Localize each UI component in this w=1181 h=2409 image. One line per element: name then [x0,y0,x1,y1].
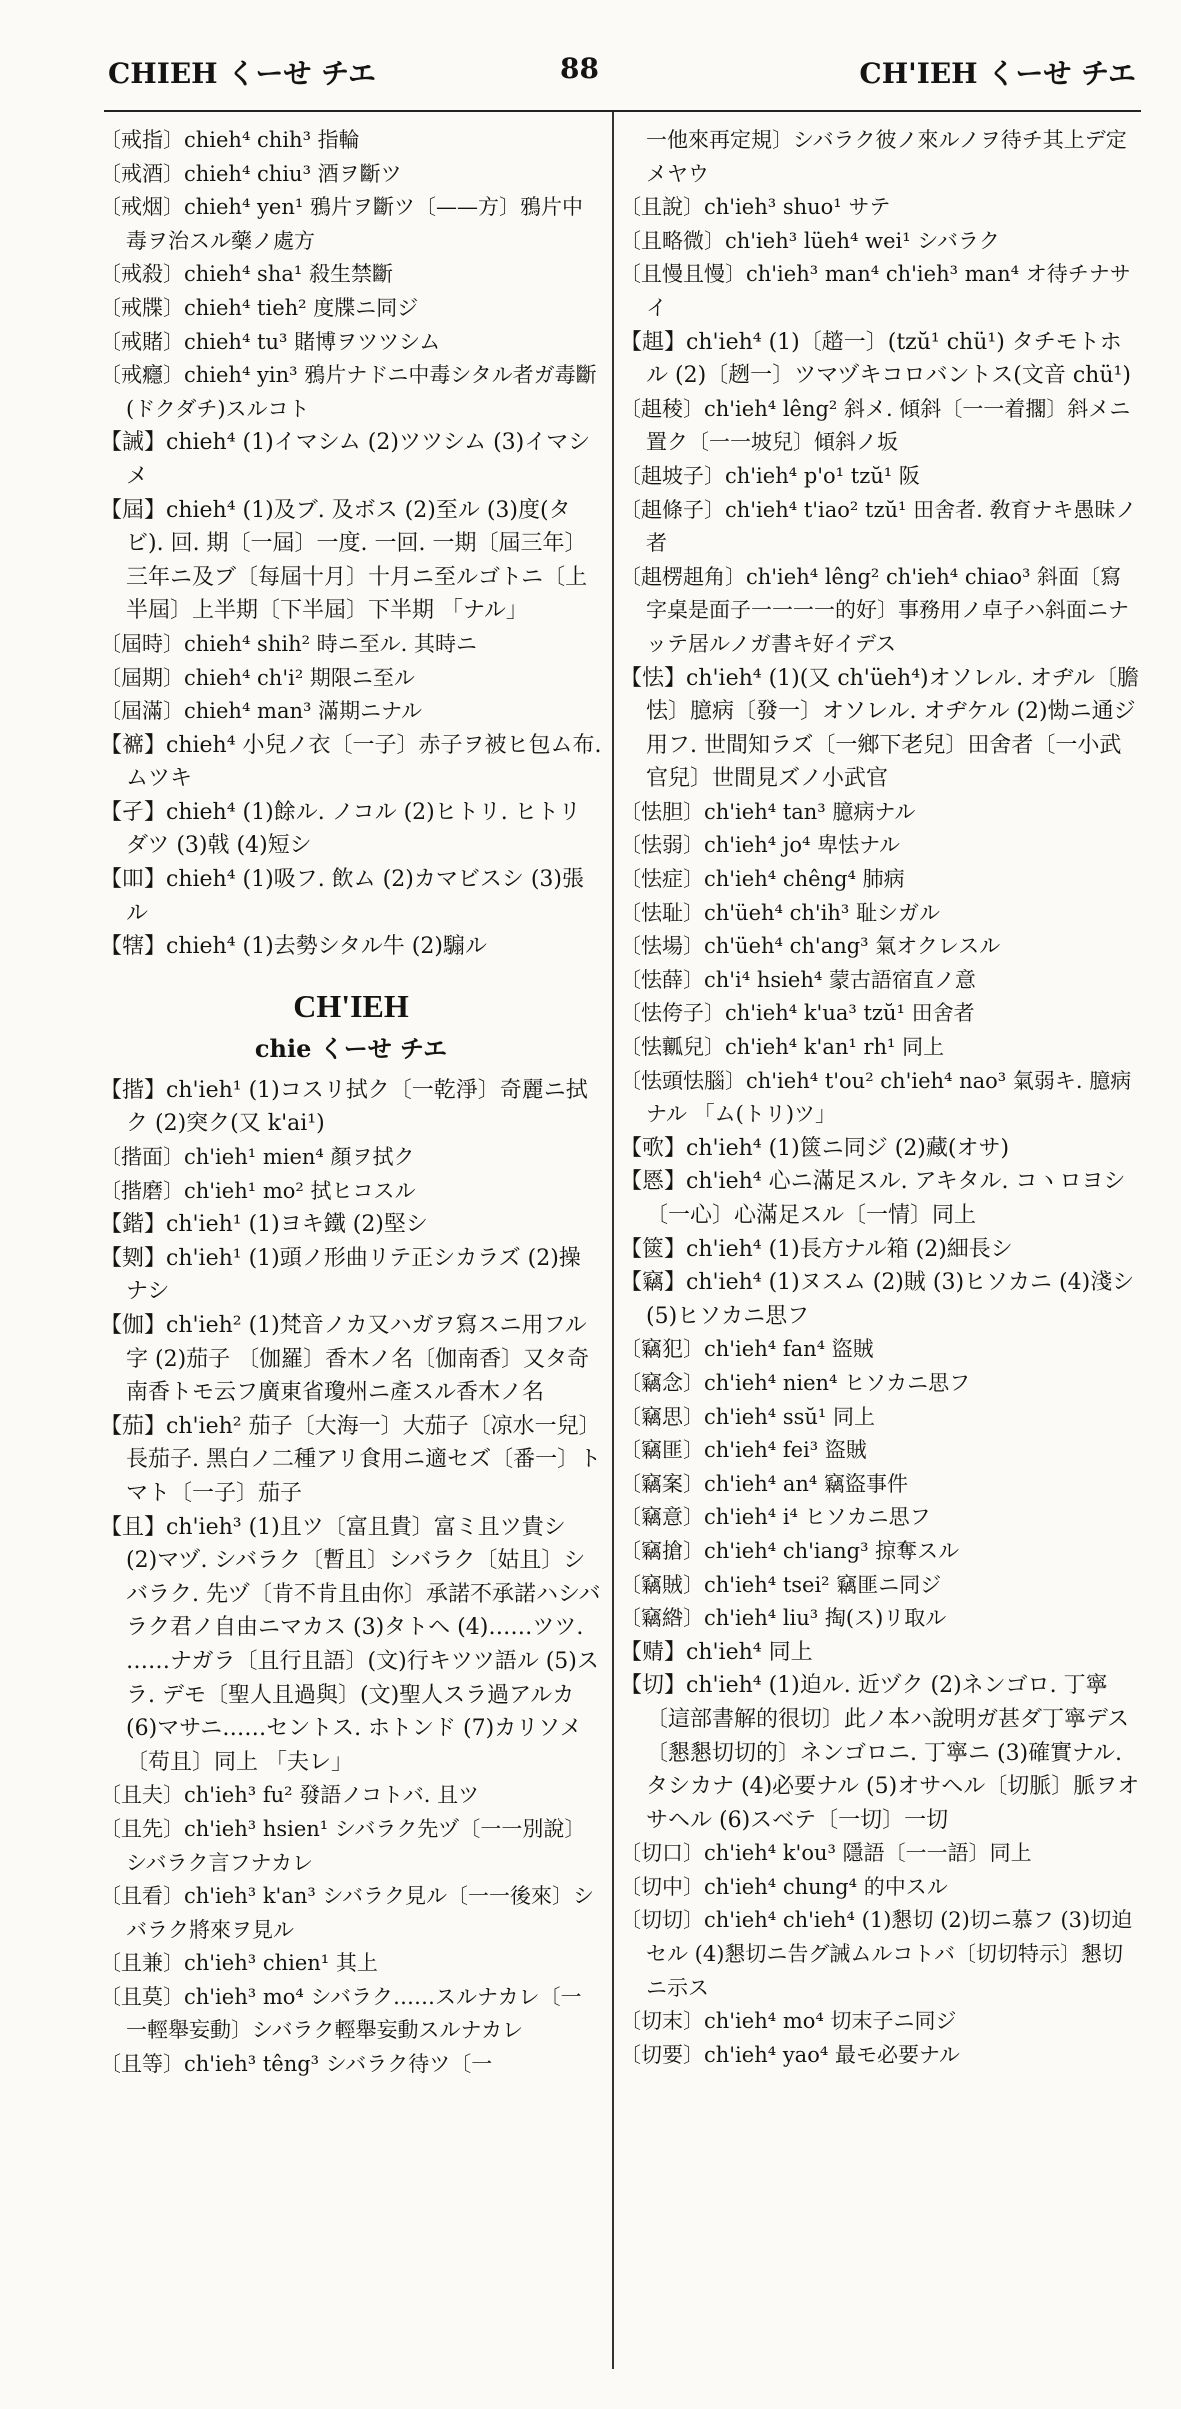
header-rule [104,110,1141,112]
dictionary-entry: 〔揩面〕ch'ieh¹ mien⁴ 顏ヲ拭ク [100,1145,415,1170]
dictionary-entry: 〔且慢且慢〕ch'ieh³ man⁴ ch'ieh³ man⁴ オ待チナサイ [620,262,1131,320]
dictionary-entry: 【犗】chieh⁴ (1)去勢シタル牛 (2)騸ル [100,934,487,960]
dictionary-entry: 【屆】chieh⁴ (1)及ブ. 及ボス (2)至ル (3)度(タビ). 回. 期〔一屆〕一度. 一回. 一期〔屆三年〕三年ニ及ブ〔每屆十月〕十月ニ至ルゴトニ〔上半屆〕上半期〔下半屆〕下半期 「ナル」 [100,497,588,624]
dictionary-entry: 〔趄條子〕ch'ieh⁴ t'iao² tzŭ¹ 田舍者. 敎育ナキ愚昧ノ者 [620,497,1137,556]
dictionary-entry: 【伽】ch'ieh² (1)梵音ノカ又ハガヲ寫スニ用フル字 (2)茄子 〔伽羅〕香木ノ名〔伽南香〕又タ奇南香トモ云フ廣東省瓊州ニ產スル香木ノ名 [100,1313,590,1406]
dictionary-entry: 〔趄稜〕ch'ieh⁴ lêng² 斜メ. 傾斜〔一一着擱〕斜メニ置ク〔一一坡兒〕傾斜ノ坂 [620,396,1131,455]
dictionary-entry: 〔切切〕ch'ieh⁴ ch'ieh⁴ (1)懇切 (2)切ニ慕フ (3)切迫セル (4)懇切ニ告グ誡ムルコトバ〔切切特示〕懇切ニ示ス [620,1908,1133,2000]
dictionary-entry: 【趄】ch'ieh⁴ (1)〔趦一〕(tzŭ¹ chü¹) タチモトホル (2)〔趔一〕ツマヅキコロバントス(文音 chü¹) [620,329,1131,389]
dictionary-entry: 〔竊思〕ch'ieh⁴ ssŭ¹ 同上 [620,1404,875,1429]
dictionary-entry: 〔切中〕ch'ieh⁴ chung⁴ 的中スル [620,1874,948,1899]
dictionary-entry: 〔竊意〕ch'ieh⁴ i⁴ ヒソカニ思フ [620,1505,931,1530]
dictionary-entry: 〔屆期〕chieh⁴ ch'i² 期限ニ至ル [100,665,415,690]
dictionary-entry: 〔竊案〕ch'ieh⁴ an⁴ 竊盜事件 [620,1471,908,1496]
dictionary-entry: 〔怯耻〕ch'üeh⁴ ch'ih³ 耻シガル [620,900,941,925]
dictionary-entry: 〔且等〕ch'ieh³ têng³ シバラク待ツ〔一 [100,2052,493,2077]
dictionary-entry: 〔戒殺〕chieh⁴ sha¹ 殺生禁斷 [100,262,393,287]
dictionary-entry: 〔趄楞趄角〕ch'ieh⁴ lêng² ch'ieh⁴ chiao³ 斜面〔寫字桌是面子一一一一的好〕事務用ノ卓子ハ斜面ニナッテ居ルノガ書キ好イデス [620,564,1129,656]
dictionary-entry: 〔竊綹〕ch'ieh⁴ liu³ 掏(ス)リ取ル [620,1606,947,1631]
running-head-left: CHIEH くーせ チエ [108,57,377,90]
dictionary-entry: 〔揩磨〕ch'ieh¹ mo² 拭ヒコスル [100,1178,416,1203]
dictionary-entry: 【孑】chieh⁴ (1)餘ル. ノコル (2)ヒトリ. ヒトリダツ (3)戟 (4)短シ [100,799,581,859]
dictionary-entry: 【吅】chieh⁴ (1)吸フ. 飲ム (2)カマビスシ (3)張ル [100,867,584,926]
dictionary-entry: 〔切要〕ch'ieh⁴ yao⁴ 最モ必要ナル [620,2042,960,2067]
section-heading: CH'IEH [293,987,409,1024]
left-column-entries [100,124,602,964]
dictionary-entry: 〔怯弱〕ch'ieh⁴ jo⁴ 卑怯ナル [620,833,901,858]
dictionary-entry: 〔竊賊〕ch'ieh⁴ tsei² 竊匪ニ同ジ [620,1572,942,1597]
running-head-right: CH'IEH くーせ チエ [859,57,1136,90]
dictionary-entry: 【䞍】ch'ieh⁴ 同上 [620,1639,813,1665]
dictionary-entry: 【竊】ch'ieh⁴ (1)ヌスム (2)賊 (3)ヒソカニ (4)淺シ (5)ヒソカニ思フ [620,1270,1135,1329]
dictionary-entry: 〔切口〕ch'ieh⁴ k'ou³ 隱語〔一一語〕同上 [620,1841,1032,1866]
column-divider [612,112,614,2369]
dictionary-entry: 〔且說〕ch'ieh³ shuo¹ サテ [620,195,891,220]
dictionary-entry: 〔竊匪〕ch'ieh⁴ fei³ 盜賊 [620,1438,867,1463]
page-number: 88 [560,52,599,85]
dictionary-entry: 【揩】ch'ieh¹ (1)コスリ拭ク〔一乾淨〕奇麗ニ拭ク (2)突ク(又 k'ai¹) [100,1077,588,1137]
dictionary-entry: 〔怯瓤兒〕ch'ieh⁴ k'an¹ rh¹ 同上 [620,1035,945,1060]
dictionary-entry: 〔戒指〕chieh⁴ chih³ 指輪 [100,128,360,152]
dictionary-entry: 〔且夫〕ch'ieh³ fu² 發語ノコトバ. 且ツ [100,1783,480,1808]
dictionary-entry: 〔怯症〕ch'ieh⁴ chêng⁴ 肺病 [620,867,905,892]
dictionary-entry: 〔戒賭〕chieh⁴ tu³ 賭博ヲツツシム [100,329,441,354]
dictionary-entry: 【㓶】ch'ieh¹ (1)頭ノ形曲リテ正シカラズ (2)操ナシ [100,1245,581,1305]
dictionary-entry: 【褯】chieh⁴ 小兒ノ衣〔一子〕赤子ヲ被ヒ包ム布. ムツキ [100,732,602,792]
dictionary-entry: 〔且先〕ch'ieh³ hsien¹ シバラク先ヅ〔一一別說〕シバラク言フナカレ [100,1816,586,1875]
dictionary-entry: 【㰤】ch'ieh⁴ (1)篋ニ同ジ (2)藏(オサ) [620,1135,1010,1161]
dictionary-entry: 〔竊搶〕ch'ieh⁴ ch'iang³ 掠奪スル [620,1538,960,1563]
dictionary-entry: 【且】ch'ieh³ (1)且ツ〔富且貴〕富ミ且ツ貴シ (2)マヅ. シバラク〔暫且〕シバラク〔姑且〕シバラク. 先ヅ〔肯不肯且由你〕承諾不承諾ハシバラク君ノ自由ニマカス (3)タトヘ (4)……ツツ. ……ナガラ〔且行且語〕(文)行キツツ語ル (5)スラ. デモ〔聖人且過與〕(文)聖人スラ過アルカ (6)マサニ……セントス. ホトンド (7)カリソメ〔苟且〕同上 「夫レ」 [100,1514,601,1775]
dictionary-entry: 〔屆滿〕chieh⁴ man³ 滿期ニナル [100,699,423,724]
dictionary-entry: 〔戒牒〕chieh⁴ tieh² 度牒ニ同ジ [100,295,419,320]
dictionary-entry: 〔戒癮〕chieh⁴ yin³ 鴉片ナドニ中毒シタル者ガ毒斷(ドクダチ)スルコト [100,363,597,421]
dictionary-entry: 【怯】ch'ieh⁴ (1)(又 ch'üeh⁴)オソレル. オヂル〔膽怯〕臆病〔發一〕オソレル. オヂケル (2)㤼ニ通ジ用フ. 世間知ラズ〔一鄉下老兒〕田舍者〔一小武官兒〕世間見ズノ小武官 [620,665,1139,792]
dictionary-entry: 【㥦】ch'ieh⁴ 心ニ滿足スル. アキタル. コヽロヨシ〔一心〕心滿足スル〔一情〕同上 [620,1169,1126,1228]
dictionary-entry: 〔且莫〕ch'ieh³ mo⁴ シバラク……スルナカレ〔一一輕舉妄動〕シバラク輕舉妄動スルナカレ [100,1984,582,2043]
dictionary-entry: 〔戒烟〕chieh⁴ yen¹ 鴉片ヲ斷ツ〔——方〕鴉片中毒ヲ治スル藥ノ處方 [100,195,583,253]
dictionary-entry: 〔且兼〕ch'ieh³ chien¹ 其上 [100,1951,378,1976]
section-subheading: chie くーせ チエ [254,1033,448,1063]
left-column-section-entries [100,1074,602,2082]
right-column [620,124,1140,2072]
dictionary-entry: 【茄】ch'ieh² 茄子〔大海一〕大茄子〔凉水一兒〕長茄子. 黑白ノ二種アリ食用ニ適セズ〔番一〕トマト〔一子〕茄子 [100,1413,602,1506]
dictionary-entry: 〔且看〕ch'ieh³ k'an³ シバラク見ル〔一一後來〕シバラク將來ヲ見ル [100,1884,594,1942]
dictionary-entry: 〔怯薛〕ch'i⁴ hsieh⁴ 蒙古語宿直ノ意 [620,967,976,992]
dictionary-entry: 【篋】ch'ieh⁴ (1)長方ナル箱 (2)細長シ [620,1236,1013,1262]
dictionary-entry: 〔戒酒〕chieh⁴ chiu³ 酒ヲ斷ツ [100,161,402,186]
dictionary-entry: 〔怯頭怯腦〕ch'ieh⁴ t'ou² ch'ieh⁴ nao³ 氣弱キ. 臆病ナル 「ム(トリ)ツ」 [620,1068,1132,1127]
dictionary-entry: 〔怯場〕ch'üeh⁴ ch'ang³ 氣オクレスル [620,934,1001,959]
dictionary-entry: 【誡】chieh⁴ (1)イマシム (2)ツツシム (3)イマシメ [100,430,591,489]
left-column [100,124,602,2082]
right-column-entries [620,124,1140,2072]
dictionary-entry: 〔怯侉子〕ch'ieh⁴ k'ua³ tzŭ¹ 田舍者 [620,1001,975,1026]
dictionary-entry: 〔屆時〕chieh⁴ shih² 時ニ至ル. 其時ニ [100,631,478,656]
dictionary-entry: 〔切末〕ch'ieh⁴ mo⁴ 切末子ニ同ジ [620,2009,957,2034]
dictionary-entry: 【切】ch'ieh⁴ (1)迫ル. 近ヅク (2)ネンゴロ. 丁寧〔這部書解的很切〕此ノ本ハ說明ガ甚ダ丁寧デス〔懇懇切切的〕ネンゴロニ. 丁寧ニ (3)確實ナル. タシカナ (4)必要ナル (5)オサヘル〔切脈〕脈ヲオサヘル (6)スベテ〔一切〕一切 [620,1673,1140,1833]
dictionary-entry: 〔怯胆〕ch'ieh⁴ tan³ 臆病ナル [620,799,916,824]
dictionary-entry: 一他來再定規〕シバラク彼ノ來ルノヲ待チ其上デ定メヤウ [646,128,1127,186]
dictionary-entry: 【鍇】ch'ieh¹ (1)ヨキ鐵 (2)堅シ [100,1212,428,1238]
dictionary-entry: 〔竊犯〕ch'ieh⁴ fan⁴ 盜賊 [620,1337,874,1362]
dictionary-entry: 〔且略微〕ch'ieh³ lüeh⁴ wei¹ シバラク [620,228,1000,253]
dictionary-entry: 〔竊念〕ch'ieh⁴ nien⁴ ヒソカニ思フ [620,1370,971,1395]
dictionary-entry: 〔趄坡子〕ch'ieh⁴ p'o¹ tzŭ¹ 阪 [620,463,920,488]
